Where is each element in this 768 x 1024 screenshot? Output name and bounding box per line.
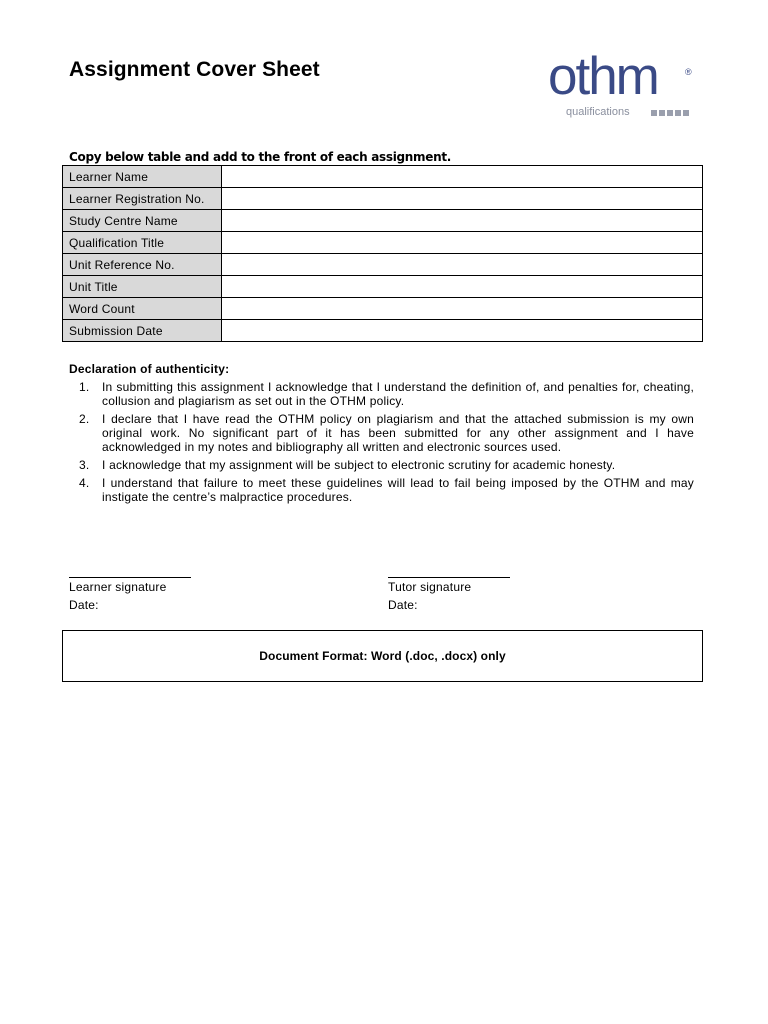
list-number: 4. bbox=[79, 476, 90, 490]
field-value[interactable] bbox=[222, 188, 703, 210]
declaration-list bbox=[69, 380, 694, 508]
list-number: 3. bbox=[79, 458, 90, 472]
field-label: Qualification Title bbox=[63, 232, 222, 254]
field-value[interactable] bbox=[222, 254, 703, 276]
othm-logo bbox=[548, 47, 698, 124]
learner-date-label: Date: bbox=[69, 598, 99, 612]
table-row bbox=[63, 166, 703, 188]
field-label: Submission Date bbox=[63, 320, 222, 342]
field-label: Unit Title bbox=[63, 276, 222, 298]
field-label: Word Count bbox=[63, 298, 222, 320]
logo-square-icon bbox=[667, 110, 673, 116]
table-row bbox=[63, 232, 703, 254]
field-value[interactable] bbox=[222, 210, 703, 232]
list-number: 1. bbox=[79, 380, 90, 394]
table-row bbox=[63, 320, 703, 342]
table-instruction: Copy below table and add to the front of each assignment. bbox=[69, 150, 452, 164]
list-item bbox=[69, 458, 694, 472]
table-row bbox=[63, 298, 703, 320]
table-row bbox=[63, 210, 703, 232]
field-value[interactable] bbox=[222, 298, 703, 320]
list-text: In submitting this assignment I acknowledge that I understand the definition of, and penalties for, cheating, collusion and plagiarism as set out in the OTHM policy. bbox=[102, 380, 694, 408]
logo-registered-mark: ® bbox=[685, 67, 692, 77]
field-value[interactable] bbox=[222, 276, 703, 298]
list-text: I understand that failure to meet these guidelines will lead to fail being imposed by the OTHM and may instigate the centre’s malpractice procedures. bbox=[102, 476, 694, 504]
field-label: Learner Name bbox=[63, 166, 222, 188]
learner-signature-label: Learner signature bbox=[69, 580, 167, 594]
logo-square-icon bbox=[683, 110, 689, 116]
table-row bbox=[63, 188, 703, 210]
tutor-signature-label: Tutor signature bbox=[388, 580, 472, 594]
field-label: Learner Registration No. bbox=[63, 188, 222, 210]
tutor-signature-line[interactable] bbox=[388, 568, 510, 578]
tutor-signature-block bbox=[388, 568, 510, 614]
logo-tagline: qualifications bbox=[566, 106, 630, 118]
field-value[interactable] bbox=[222, 232, 703, 254]
logo-square-icon bbox=[651, 110, 657, 116]
field-value[interactable] bbox=[222, 166, 703, 188]
list-number: 2. bbox=[79, 412, 90, 426]
learner-signature-block bbox=[69, 568, 191, 614]
document-format-note: Document Format: Word (.doc, .docx) only bbox=[62, 630, 703, 682]
list-text: I acknowledge that my assignment will be subject to electronic scrutiny for academic honesty. bbox=[102, 458, 616, 472]
field-label: Unit Reference No. bbox=[63, 254, 222, 276]
table-row bbox=[63, 276, 703, 298]
list-item bbox=[69, 412, 694, 454]
field-value[interactable] bbox=[222, 320, 703, 342]
list-text: I declare that I have read the OTHM policy on plagiarism and that the attached submission is my own original work. No significant part of it has been submitted for any other assignment and I have acknowledged in my notes and bibliography all written and electronic sources used. bbox=[102, 412, 694, 454]
list-item bbox=[69, 476, 694, 504]
table-row bbox=[63, 254, 703, 276]
logo-square-icon bbox=[659, 110, 665, 116]
page-title: Assignment Cover Sheet bbox=[69, 58, 320, 81]
tutor-date-label: Date: bbox=[388, 598, 418, 612]
learner-signature-line[interactable] bbox=[69, 568, 191, 578]
logo-word: othm bbox=[548, 47, 658, 106]
declaration-heading: Declaration of authenticity: bbox=[69, 362, 230, 376]
list-item bbox=[69, 380, 694, 408]
field-label: Study Centre Name bbox=[63, 210, 222, 232]
learner-details-table bbox=[62, 165, 703, 342]
logo-square-icon bbox=[675, 110, 681, 116]
